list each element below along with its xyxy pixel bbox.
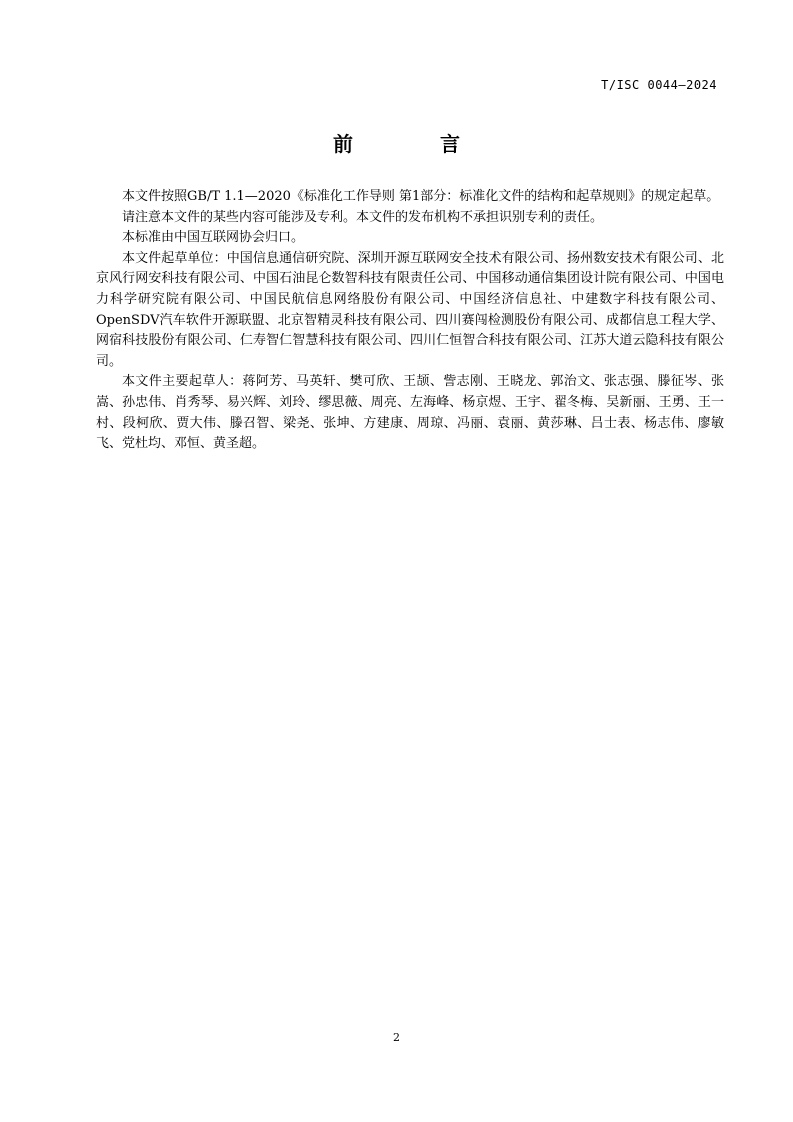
page-title: 前 言 — [333, 132, 500, 156]
foreword-body — [96, 187, 724, 455]
paragraph-drafting-units: 本文件起草单位：中国信息通信研究院、深圳开源互联网安全技术有限公司、扬州数安技术有限公司、北京风行网安科技有限公司、中国石油昆仑数智科技有限责任公司、中国移动通信集团设计院有限公司、中国电力科学研究院有限公司、中国民航信息网络股份有限公司、中国经济信息社、中建数字科技有限公司、OpenSDV汽车软件开源联盟、北京智精灵科技有限公司、四川赛闯检测股份有限公司、成都信息工程大学、网宿科技股份有限公司、仁寿智仁智慧科技有限公司、四川仁恒智合科技有限公司、江苏大道云隐科技有限公司。 — [96, 250, 724, 369]
paragraph-administered-by: 本标准由中国互联网协会归口。 — [122, 230, 305, 246]
paragraph-main-drafters: 本文件主要起草人：蒋阿芳、马英轩、樊可欣、王颉、訾志刚、王晓龙、郭治文、张志强、滕征岑、张嵩、孙忠伟、肖秀琴、易兴辉、刘玲、缪思薇、周亮、左海峰、杨京煜、王宇、翟冬梅、吴新丽、王勇、王一村、段柯欣、贾大伟、滕召智、梁尧、张坤、方建康、周琼、冯丽、袁丽、黄莎琳、吕士表、杨志伟、廖敏飞、党杜均、邓恒、黄圣超。 — [96, 374, 724, 452]
page-number: 2 — [393, 1031, 400, 1044]
paragraph-drafting-rules: 本文件按照GB/T 1.1—2020《标准化工作导则 第1部分：标准化文件的结构和起草规则》的规定起草。 — [122, 189, 720, 204]
standard-code: T/ISC 0044—2024 — [601, 78, 717, 92]
paragraph-patent-notice: 请注意本文件的某些内容可能涉及专利。本文件的发布机构不承担识别专利的责任。 — [122, 209, 604, 225]
